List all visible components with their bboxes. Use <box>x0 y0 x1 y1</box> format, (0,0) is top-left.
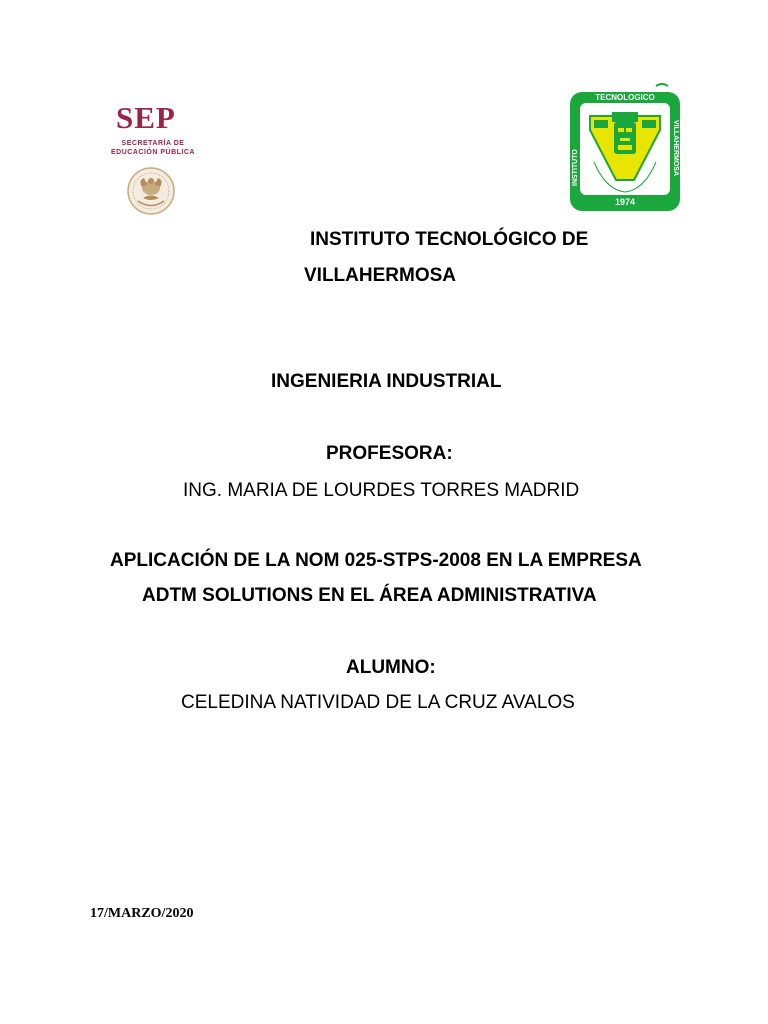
itvh-ring-right: VILLAHERMOSA <box>672 120 679 176</box>
itvh-ring-left: INSTITUTO <box>572 149 579 186</box>
institution-line2: VILLAHERMOSA <box>304 265 456 286</box>
mexican-coat-of-arms-seal-icon <box>126 166 176 216</box>
project-title-line2: ADTM SOLUTIONS EN EL ÁREA ADMINISTRATIVA <box>142 585 597 606</box>
sep-logo <box>100 100 205 220</box>
sep-acronym: SEP <box>116 100 176 135</box>
sep-subtitle <box>102 139 204 157</box>
student-label: ALUMNO: <box>346 657 436 678</box>
itvh-year: 1974 <box>614 197 636 207</box>
itvh-logo <box>568 82 683 214</box>
itvh-ring-top: TECNOLOGICO <box>595 93 655 102</box>
document-date: 17/MARZO/2020 <box>90 906 194 921</box>
sep-subtitle-line1: SECRETARÍA DE <box>121 140 185 147</box>
career-title: INGENIERIA INDUSTRIAL <box>271 371 502 392</box>
professor-name: ING. MARIA DE LOURDES TORRES MADRID <box>183 480 580 501</box>
sep-subtitle-line2: EDUCACIÓN PÚBLICA <box>111 149 195 156</box>
student-name: CELEDINA NATIVIDAD DE LA CRUZ AVALOS <box>181 692 575 713</box>
project-title-line1: APLICACIÓN DE LA NOM 025-STPS-2008 EN LA EMPRESA <box>110 550 642 571</box>
institution-line1: INSTITUTO TECNOLÓGICO DE <box>310 229 589 250</box>
professor-label: PROFESORA: <box>326 443 453 464</box>
